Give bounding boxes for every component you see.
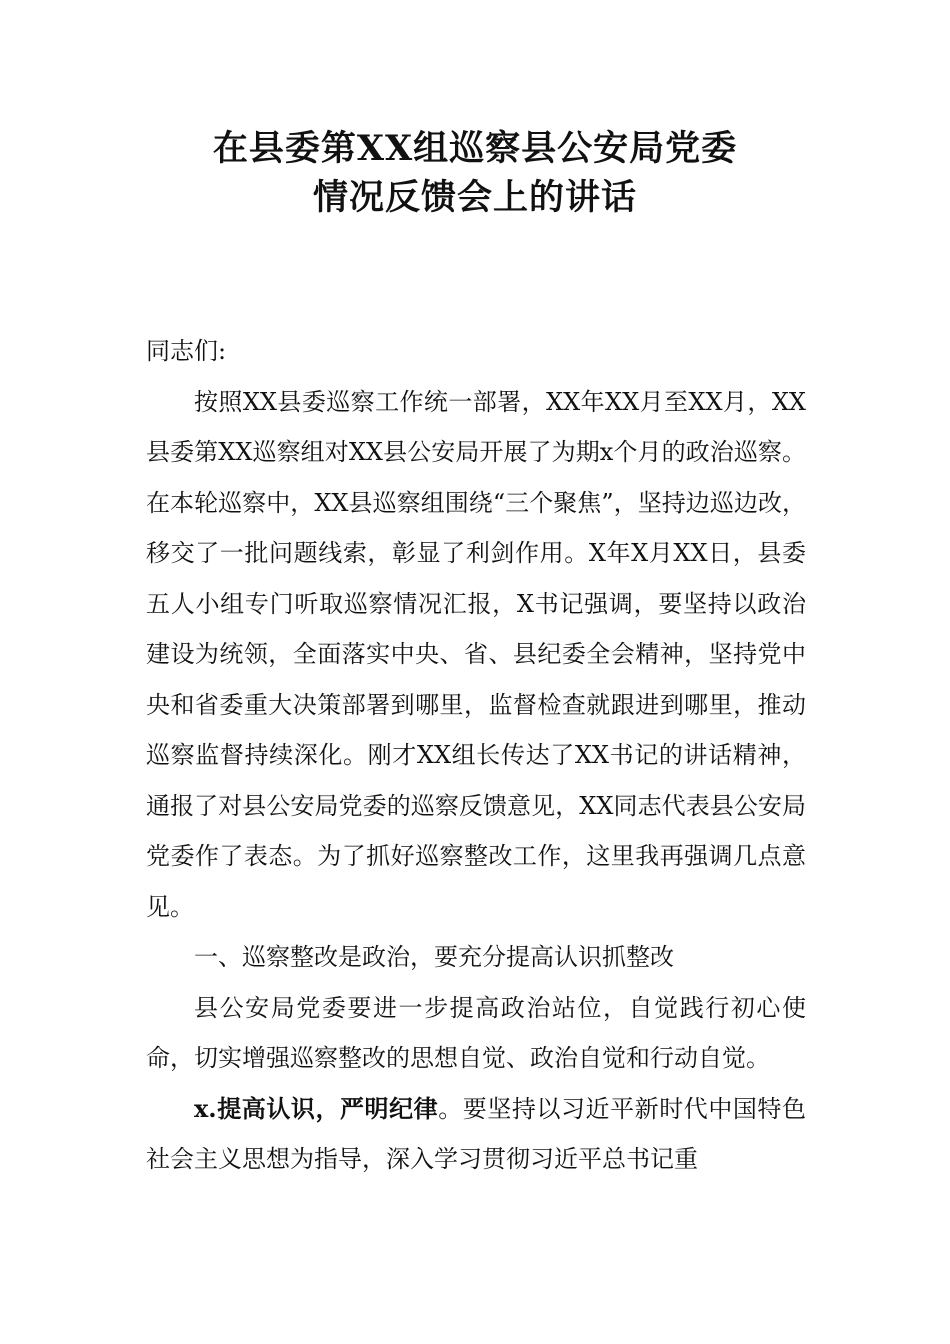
greeting: 同志们: — [146, 337, 227, 365]
paragraph-section-1: 县公安局党委要进一步提高政治站位，自觉践行初心使命，切实增强巡察整改的思想自觉、政治自觉和行动自觉。 — [146, 993, 806, 1072]
point-1-text: 。要坚持以习近平新时代中国特色社会主义思想为指导，深入学习贯彻习近平总书记重 — [146, 1094, 806, 1173]
document-title-line-2: 情况反馈会上的讲话 — [312, 177, 637, 218]
section-heading-1: 一、巡察整改是政治，要充分提高认识抓整改 — [194, 943, 674, 971]
point-1-lead: x.提高认识，严明纪律 — [194, 1093, 439, 1123]
document-body — [146, 326, 806, 1185]
document-title-line-1: 在县委第XX组巡察县公安局党委 — [212, 128, 738, 169]
paragraph-point-1 — [146, 1084, 806, 1185]
paragraph-intro: 按照XX县委巡察工作统一部署，XX年XX月至XX月，XX县委第XX巡察组对XX县公安局开展了为期x个月的政治巡察。在本轮巡察中，XX县巡察组围绕“三个聚焦”，坚持边巡边改，移交了一批问题线索，彰显了利剑作用。X年X月XX日，县委五人小组专门听取巡察情况汇报，X书记强调，要坚持以政治建设为统领，全面落实中央、省、县纪委全会精神，坚持党中央和省委重大决策部署到哪里，监督检查就跟进到哪里，推动巡察监督持续深化。刚才XX组长传达了XX书记的讲话精神，通报了对县公安局党委的巡察反馈意见，XX同志代表县公安局党委作了表态。为了抓好巡察整改工作，这里我再强调几点意见。 — [146, 387, 806, 921]
